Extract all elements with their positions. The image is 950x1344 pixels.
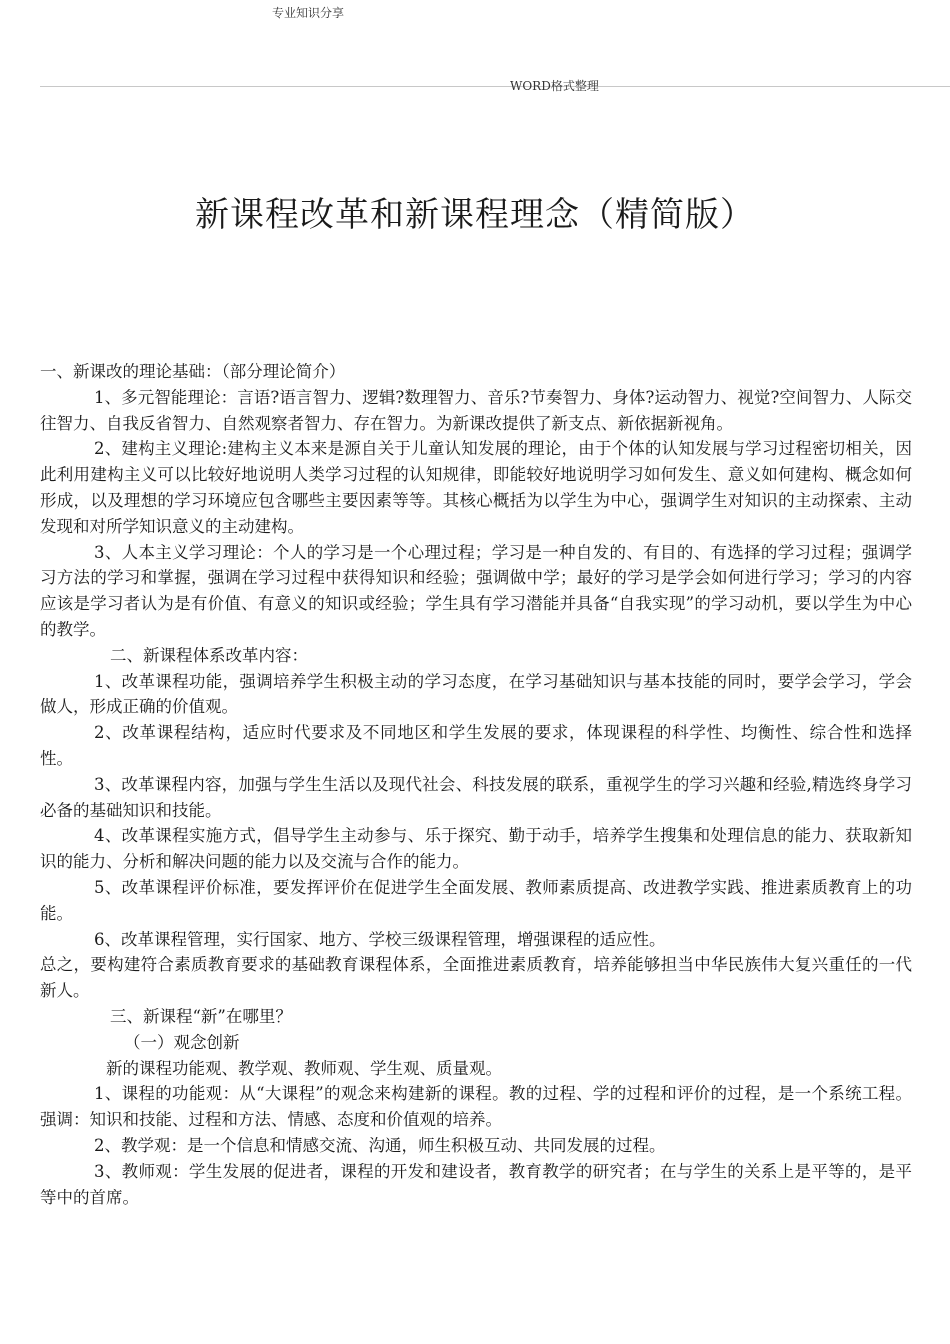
paragraph: 3、教师观：学生发展的促进者，课程的开发和建设者，教育教学的研究者；在与学生的关系上是平等的，是平等中的首席。 xyxy=(40,1161,912,1207)
paragraph: 3、人本主义学习理论：个人的学习是一个心理过程；学习是一种自发的、有目的、有选择的学习过程；强调学习方法的学习和掌握，强调在学习过程中获得知识和经验；强调做中学；最好的学习是学会如何进行学习；学习的内容应该是学习者认为是有价值、有意义的知识或经验；学生具有学习潜能并具备“自我实现”的学习动机，要以学生为中心的教学。 xyxy=(40,542,912,639)
header-left-label: 专业知识分享 xyxy=(272,6,345,20)
paragraph: 新的课程功能观、教学观、教师观、学生观、质量观。 xyxy=(106,1058,502,1078)
section-heading-reform: 二、新课程体系改革内容： xyxy=(110,645,308,665)
paragraph: 1、改革课程功能，强调培养学生积极主动的学习态度，在学习基础知识与基本技能的同时，要学会学习，学会做人，形成正确的价值观。 xyxy=(40,671,912,717)
subsection-heading: （一）观念创新 xyxy=(124,1032,240,1052)
header-divider xyxy=(40,86,950,87)
paragraph: 5、改革课程评价标准，要发挥评价在促进学生全面发展、教师素质提高、改进教学实践、推进素质教育上的功能。 xyxy=(40,877,912,923)
section-heading-theory: 一、新课改的理论基础：（部分理论简介） xyxy=(40,362,346,381)
paragraph: 3、改革课程内容，加强与学生生活以及现代社会、科技发展的联系，重视学生的学习兴趣和经验,精选终身学习必备的基础知识和技能。 xyxy=(40,774,912,820)
paragraph: 4、改革课程实施方式，倡导学生主动参与、乐于探究、勤于动手，培养学生搜集和处理信息的能力、获取新知识的能力、分析和解决问题的能力以及交流与合作的能力。 xyxy=(40,826,912,872)
document-title: 新课程改革和新课程理念（精简版） xyxy=(195,195,755,235)
paragraph: 2、改革课程结构，适应时代要求及不同地区和学生发展的要求，体现课程的科学性、均衡性、综合性和选择性。 xyxy=(40,723,912,768)
section-heading-whats-new: 三、新课程“新”在哪里？ xyxy=(110,1006,292,1026)
paragraph-summary: 总之，要构建符合素质教育要求的基础教育课程体系，全面推进素质教育，培养能够担当中华民族伟大复兴重任的一代新人。 xyxy=(40,955,912,1001)
header-right-label: WORD格式整理 xyxy=(510,79,599,93)
paragraph: 2、建构主义理论:建构主义本来是源自关于儿童认知发展的理论，由于个体的认知发展与学习过程密切相关，因此利用建构主义可以比较好地说明人类学习过程的认知规律，即能较好地说明学习如何发生、意义如何建构、概念如何形成，以及理想的学习环境应包含哪些主要因素等等。其核心概括为以学生为中心，强调学生对知识的主动探索、主动发现和对所学知识意义的主动建构。 xyxy=(40,439,912,536)
paragraph: 2、教学观：是一个信息和情感交流、沟通，师生积极互动、共同发展的过程。 xyxy=(94,1135,666,1155)
document-body xyxy=(40,359,912,1210)
paragraph: 6、改革课程管理，实行国家、地方、学校三级课程管理，增强课程的适应性。 xyxy=(94,929,666,949)
paragraph: 1、课程的功能观：从“大课程”的观念来构建新的课程。教的过程、学的过程和评价的过程，是一个系统工程。强调：知识和技能、过程和方法、情感、态度和价值观的培养。 xyxy=(40,1084,912,1130)
paragraph: 1、多元智能理论：言语?语言智力、逻辑?数理智力、音乐?节奏智力、身体?运动智力、视觉?空间智力、人际交往智力、自我反省智力、自然观察者智力、存在智力。为新课改提供了新支点、新依据新视角。 xyxy=(40,387,912,433)
